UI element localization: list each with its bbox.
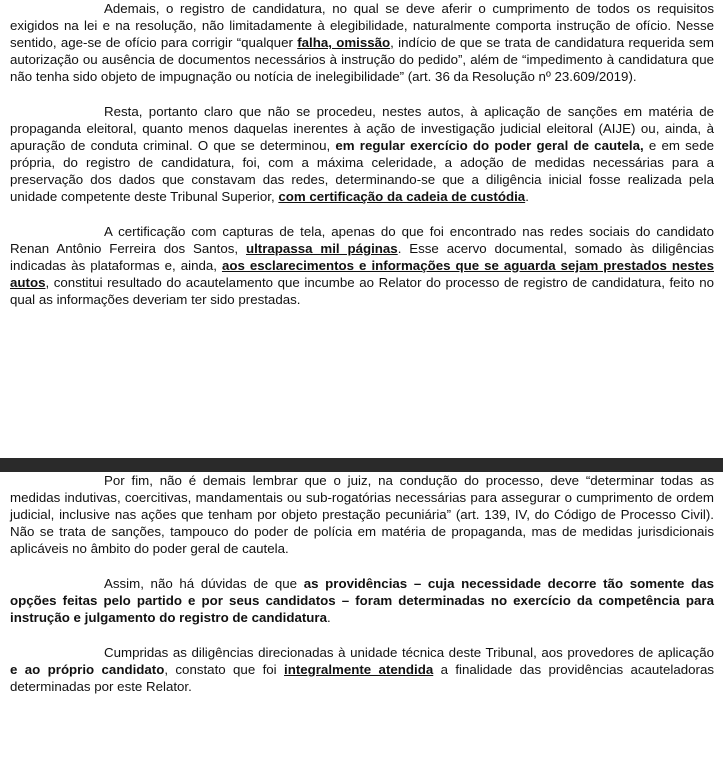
page-divider [0, 458, 723, 472]
paragraph-por-fim [10, 472, 714, 557]
emphasis-esclarecimentos: aos esclarecimentos e informações que se aguarda sejam prestados nestes autos [10, 258, 714, 290]
paragraph-text: . Esse acervo documental, somado às diligências indicadas às plataformas e, ainda, [10, 241, 714, 273]
emphasis-falha-omissao: falha, omissão [297, 35, 391, 50]
paragraph-text: , constitui resultado do acautelamento que incumbe ao Relator do processo de registro de candidatura, feito no qual as informações deveriam ter sido prestadas. [10, 275, 714, 307]
paragraph-cumpridas [10, 644, 714, 695]
paragraph-resta-claro [10, 103, 714, 205]
paragraph-text: Resta, portanto claro que não se procedeu, nestes autos, à aplicação de sanções em matéria de propaganda eleitoral, quanto menos daquelas inerentes à ação de investigação judicial eleitoral (AIJE) ou, ainda, à apuração de conduta criminal. O que se determinou, [10, 104, 714, 153]
paragraph-text: a finalidade das providências acauteladoras determinadas por este Relator. [10, 662, 715, 694]
paragraph-text: , constato que foi [164, 662, 284, 677]
paragraph-text: . [525, 189, 529, 204]
paragraph-assim [10, 575, 714, 626]
paragraph-certificacao [10, 223, 714, 308]
emphasis-mil-paginas: ultrapassa mil páginas [245, 241, 398, 256]
emphasis-providencias: as providências – cuja necessidade decorre tão somente das opções feitas pelo partido e por seus candidatos – foram determinadas no exercício da competência para instrução e julgamento do registro de candidatura [10, 576, 714, 625]
emphasis-integralmente-atendida: integralmente atendida [284, 662, 434, 677]
paragraph-text: Assim, não há dúvidas de que [104, 576, 304, 591]
paragraph-text: e em sede própria, do registro de candidatura, foi, com a máxima celeridade, a adoção de medidas necessárias para a preservação dos dados que constavam das redes, determinando-se que a diligência inicial fosse realizada pela unidade competente deste Tribunal Superior, [10, 138, 714, 204]
paragraph-text: A certificação com capturas de tela, apenas do que foi encontrado nas redes sociais do candidato Renan Antônio Ferreira dos Santos, [10, 224, 714, 256]
emphasis-proprio-candidato: e ao próprio candidato [10, 662, 165, 677]
paragraph-text: , indício de que se trata de candidatura requerida sem autorização ou ausência de documentos necessários à instrução do pedido”, além de “impedimento à candidatura que não tenha sido objeto de impugnação ou notícia de inelegibilidade” (art. 36 da Resolução nº 23.609/2019). [10, 35, 715, 84]
emphasis-cadeia-custodia: com certificação da cadeia de custódia [278, 189, 526, 204]
document-page-top [10, 0, 714, 326]
paragraph-text: . [326, 610, 331, 625]
emphasis-poder-geral-cautela: em regular exercício do poder geral de cautela, [335, 138, 644, 153]
paragraph-registro-candidatura [10, 0, 714, 85]
document-page-bottom [10, 472, 714, 713]
paragraph-text: Cumpridas as diligências direcionadas à unidade técnica deste Tribunal, aos provedores de aplicação [104, 645, 714, 660]
paragraph-text: Ademais, o registro de candidatura, no qual se deve aferir o cumprimento de todos os requisitos exigidos na lei e na resolução, não limitadamente à elegibilidade, naturalmente comporta instrução de ofício. Nesse sentido, age-se de ofício para corrigir “qualquer [10, 1, 714, 50]
paragraph-text: Por fim, não é demais lembrar que o juiz, na condução do processo, deve “determinar todas as medidas indutivas, coercitivas, mandamentais ou sub-rogatórias necessárias para assegurar o cumprimento de ordem judicial, inclusive nas ações que tenham por objeto prestação pecuniária” (art. 139, IV, do Código de Processo Civil). Não se trata de sanções, tampouco do poder de polícia em matéria de propaganda, mas de medidas jurisdicionais aplicáveis no âmbito do poder geral de cautela. [10, 473, 714, 556]
